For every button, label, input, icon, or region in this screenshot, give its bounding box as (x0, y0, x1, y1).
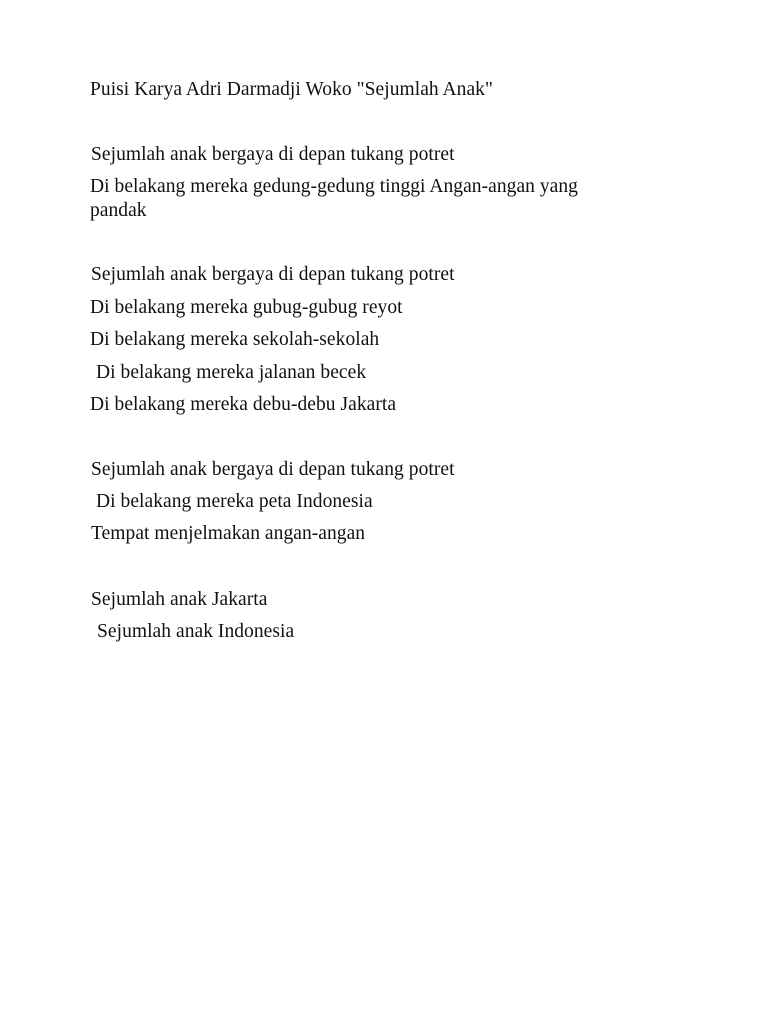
stanza-2-line-3: Di belakang mereka sekolah-sekolah (90, 329, 380, 350)
stanza-3-line-1: Sejumlah anak bergaya di depan tukang potret (91, 459, 455, 480)
stanza-3-line-2: Di belakang mereka peta Indonesia (96, 491, 373, 512)
poem-title: Puisi Karya Adri Darmadji Woko "Sejumlah Anak" (90, 79, 493, 100)
stanza-1-line-2: Di belakang mereka gedung-gedung tinggi Angan-angan yang (90, 176, 578, 197)
stanza-1-line-1: Sejumlah anak bergaya di depan tukang potret (91, 144, 455, 165)
stanza-3-line-3: Tempat menjelmakan angan-angan (91, 523, 366, 544)
stanza-2-line-2: Di belakang mereka gubug-gubug reyot (90, 297, 403, 318)
stanza-2-line-4: Di belakang mereka jalanan becek (96, 362, 367, 383)
stanza-2-line-1: Sejumlah anak bergaya di depan tukang potret (91, 264, 455, 285)
stanza-4-line-2: Sejumlah anak Indonesia (97, 621, 295, 642)
stanza-4-line-1: Sejumlah anak Jakarta (91, 589, 268, 610)
stanza-1-line-3: pandak (90, 200, 147, 221)
stanza-2-line-5: Di belakang mereka debu-debu Jakarta (90, 394, 397, 415)
